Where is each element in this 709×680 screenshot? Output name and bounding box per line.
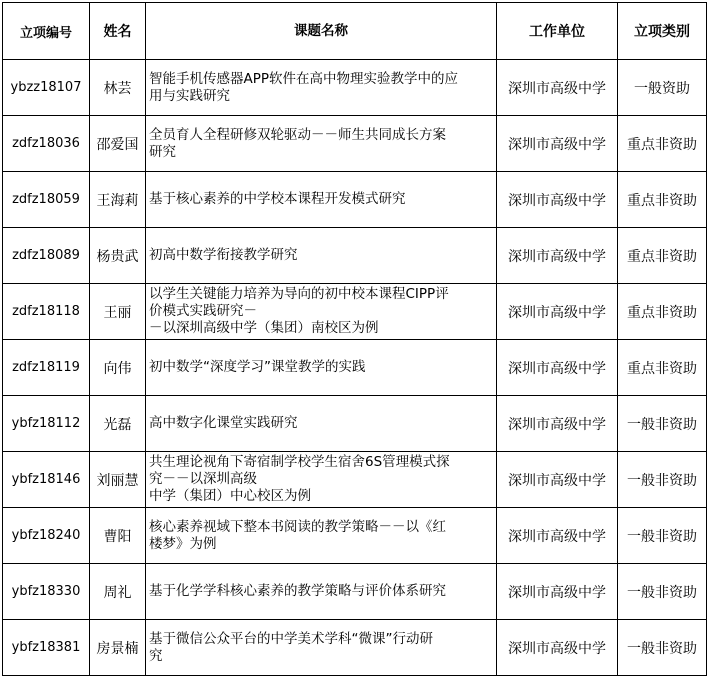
project-id-cell: ybfz18240 xyxy=(3,508,90,564)
project-type-cell: 一般非资助 xyxy=(618,620,707,676)
name-cell: 刘丽慧 xyxy=(90,452,146,508)
topic-title-cell xyxy=(146,620,497,676)
topic-title-cell xyxy=(146,508,497,564)
topic-title-line: 以学生关键能力培养为导向的初中校本课程CIPP评 xyxy=(149,286,449,302)
topic-title-line: 研究 xyxy=(149,143,176,160)
work-unit-cell: 深圳市高级中学 xyxy=(497,340,618,396)
table-header-row xyxy=(3,3,707,60)
topic-title-line: 用与实践研究 xyxy=(149,87,230,104)
header-name: 姓名 xyxy=(90,3,146,60)
project-id-cell: ybfz18112 xyxy=(3,396,90,452)
topic-title-line: 中学（集团）中心校区为例 xyxy=(149,488,311,504)
topic-title-line: 究 xyxy=(149,647,163,664)
project-table-container xyxy=(2,2,707,676)
project-id-cell: zdfz18089 xyxy=(3,228,90,284)
name-cell: 周礼 xyxy=(90,564,146,620)
topic-title-cell xyxy=(146,284,497,340)
topic-title-line: 究－－以深圳高级 xyxy=(149,471,257,487)
project-id-cell: zdfz18036 xyxy=(3,116,90,172)
name-cell: 王丽 xyxy=(90,284,146,340)
table-row xyxy=(3,284,707,340)
name-cell: 邵爱国 xyxy=(90,116,146,172)
topic-title-cell xyxy=(146,172,497,228)
topic-title-cell xyxy=(146,116,497,172)
project-id-cell: ybzz18107 xyxy=(3,60,90,116)
project-type-cell: 重点非资助 xyxy=(618,228,707,284)
project-type-cell: 重点非资助 xyxy=(618,172,707,228)
table-row xyxy=(3,508,707,564)
name-cell: 杨贵武 xyxy=(90,228,146,284)
name-cell: 光磊 xyxy=(90,396,146,452)
project-type-cell: 重点非资助 xyxy=(618,284,707,340)
name-cell: 王海莉 xyxy=(90,172,146,228)
work-unit-cell: 深圳市高级中学 xyxy=(497,508,618,564)
project-type-cell: 一般非资助 xyxy=(618,396,707,452)
table-row xyxy=(3,564,707,620)
work-unit-cell: 深圳市高级中学 xyxy=(497,452,618,508)
table-row xyxy=(3,172,707,228)
work-unit-cell: 深圳市高级中学 xyxy=(497,172,618,228)
table-row xyxy=(3,228,707,284)
project-id-cell: zdfz18059 xyxy=(3,172,90,228)
work-unit-cell: 深圳市高级中学 xyxy=(497,228,618,284)
project-type-cell: 一般非资助 xyxy=(618,508,707,564)
work-unit-cell: 深圳市高级中学 xyxy=(497,564,618,620)
table-row xyxy=(3,60,707,116)
project-type-cell: 一般非资助 xyxy=(618,452,707,508)
project-table xyxy=(2,2,707,676)
table-row xyxy=(3,452,707,508)
topic-title-line: 基于微信公众平台的中学美术学科“微课”行动研 xyxy=(149,630,433,647)
project-type-cell: 重点非资助 xyxy=(618,116,707,172)
topic-title-line: 高中数字化课堂实践研究 xyxy=(149,415,298,431)
work-unit-cell: 深圳市高级中学 xyxy=(497,60,618,116)
work-unit-cell: 深圳市高级中学 xyxy=(497,284,618,340)
work-unit-cell: 深圳市高级中学 xyxy=(497,116,618,172)
name-cell: 向伟 xyxy=(90,340,146,396)
project-id-cell: ybfz18381 xyxy=(3,620,90,676)
project-id-cell: zdfz18118 xyxy=(3,284,90,340)
topic-title-line: 智能手机传感器APP软件在高中物理实验教学中的应 xyxy=(149,70,459,87)
topic-title-line: 基于化学学科核心素养的教学策略与评价体系研究 xyxy=(149,583,446,599)
topic-title-cell xyxy=(146,60,497,116)
topic-title-line: 共生理论视角下寄宿制学校学生宿舍6S管理模式探 xyxy=(149,454,450,470)
topic-title-line: 楼梦》为例 xyxy=(149,535,217,552)
topic-title-line: 全员育人全程研修双轮驱动－－师生共同成长方案 xyxy=(149,126,446,143)
topic-title-line: －以深圳高级中学（集团）南校区为例 xyxy=(149,320,379,336)
topic-title-cell xyxy=(146,340,497,396)
table-row xyxy=(3,396,707,452)
topic-title-line: 初中数学“深度学习”课堂教学的实践 xyxy=(149,359,366,375)
topic-title-cell xyxy=(146,396,497,452)
project-type-cell: 重点非资助 xyxy=(618,340,707,396)
topic-title-line: 初高中数学衔接教学研究 xyxy=(149,247,298,263)
topic-title-line: 核心素养视域下整本书阅读的教学策略－－以《红 xyxy=(149,518,446,535)
topic-title-line: 价模式实践研究－ xyxy=(149,303,257,319)
table-row xyxy=(3,116,707,172)
name-cell: 林芸 xyxy=(90,60,146,116)
project-type-cell: 一般资助 xyxy=(618,60,707,116)
topic-title-cell xyxy=(146,564,497,620)
project-id-cell: ybfz18330 xyxy=(3,564,90,620)
name-cell: 房景楠 xyxy=(90,620,146,676)
work-unit-cell: 深圳市高级中学 xyxy=(497,620,618,676)
project-id-cell: ybfz18146 xyxy=(3,452,90,508)
topic-title-cell xyxy=(146,452,497,508)
project-id-cell: zdfz18119 xyxy=(3,340,90,396)
header-project-type: 立项类别 xyxy=(618,3,707,60)
name-cell: 曹阳 xyxy=(90,508,146,564)
header-work-unit: 工作单位 xyxy=(497,3,618,60)
header-project-id: 立项编号 xyxy=(3,3,90,60)
work-unit-cell: 深圳市高级中学 xyxy=(497,396,618,452)
topic-title-cell xyxy=(146,228,497,284)
topic-title-line: 基于核心素养的中学校本课程开发模式研究 xyxy=(149,191,406,207)
header-topic-title: 课题名称 xyxy=(146,3,497,60)
table-body xyxy=(3,60,707,676)
project-type-cell: 一般非资助 xyxy=(618,564,707,620)
table-row xyxy=(3,620,707,676)
table-row xyxy=(3,340,707,396)
